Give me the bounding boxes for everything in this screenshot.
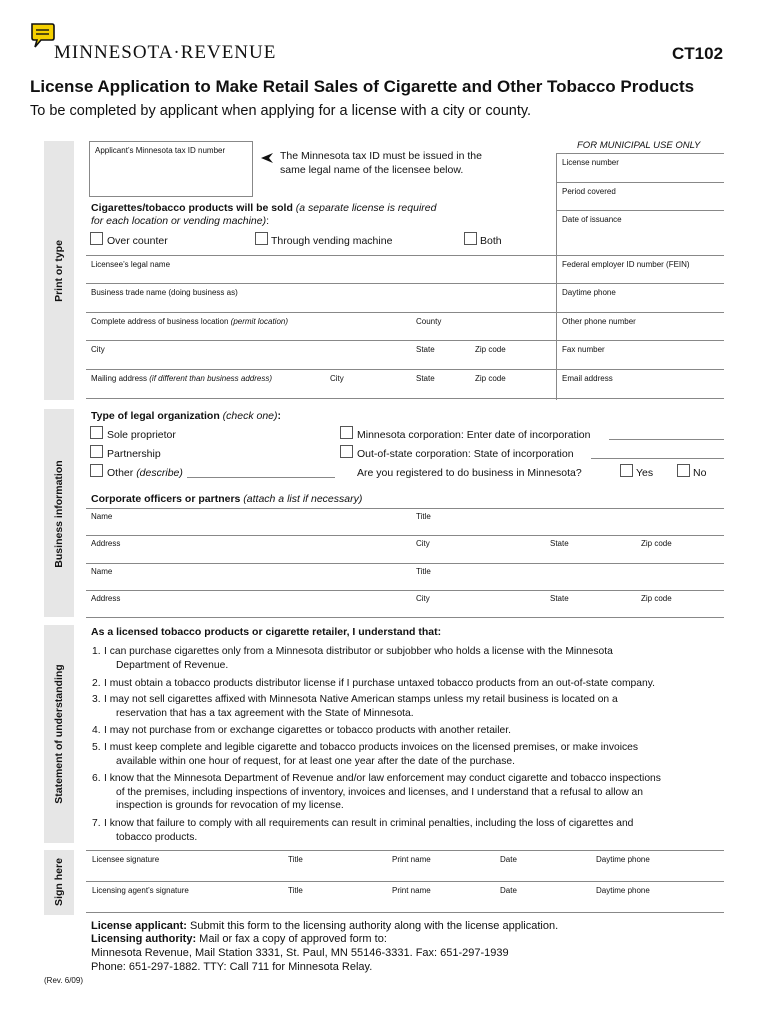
other-checkbox[interactable] <box>90 464 103 477</box>
officer-2-address-label: Address <box>91 594 121 603</box>
registered-no-label: No <box>693 467 707 479</box>
statement-item-line: I may not purchase from or exchange cigarettes or tobacco products with another retailer. <box>104 725 511 736</box>
statement-item-line: of the premises, including inspections of inventory, invoices and licenses, and I understand that a refusal to allow an <box>116 786 643 798</box>
oos-corp-label: Out-of-state corporation: State of incorporation <box>357 448 574 460</box>
sole-proprietor-checkbox[interactable] <box>90 426 103 439</box>
municipal-top-border <box>556 153 724 154</box>
statement-item-number: 7. <box>92 818 101 829</box>
mailing-state-label: State <box>416 374 435 383</box>
officer-1-zip-label: Zip code <box>641 539 672 548</box>
divider <box>86 563 724 564</box>
divider <box>86 255 724 256</box>
officer-1-title-label: Title <box>416 512 431 521</box>
divider <box>556 210 724 211</box>
partnership-checkbox[interactable] <box>90 445 103 458</box>
tax-id-note-2: same legal name of the licensee below. <box>280 164 464 176</box>
divider <box>86 881 724 882</box>
section-label-print: Print or type <box>53 240 65 302</box>
statement-item-number: 4. <box>92 725 101 736</box>
footer-address: Minnesota Revenue, Mail Station 3331, St. Paul, MN 55146-3331. Fax: 651-297-1939 <box>91 947 509 959</box>
officers-heading: Corporate officers or partners (attach a list if necessary) <box>91 493 363 505</box>
mn-corp-label: Minnesota corporation: Enter date of incorporation <box>357 429 591 441</box>
other-label: Other (describe) <box>107 467 183 479</box>
statement-item-line: I may not sell cigarettes affixed with Minnesota Native American stamps unless my retail business is located on a <box>104 694 618 705</box>
arrow-left-icon <box>260 152 274 164</box>
agent-date-label: Date <box>500 886 517 895</box>
officer-2-state-label: State <box>550 594 569 603</box>
mailing-address-label: Mailing address (if different than business address) <box>91 374 272 383</box>
registered-yes-checkbox[interactable] <box>620 464 633 477</box>
both-checkbox[interactable] <box>464 232 477 245</box>
divider <box>86 535 724 536</box>
statement-item-line: inspection is grounds for revocation of my license. <box>116 800 344 811</box>
period-covered-label: Period covered <box>562 187 616 196</box>
legal-name-label: Licensee’s legal name <box>91 260 171 269</box>
fein-label: Federal employer ID number (FEIN) <box>562 260 690 269</box>
statement-item-line: Department of Revenue. <box>116 659 229 671</box>
state-label: State <box>416 345 435 354</box>
tax-id-note-1: The Minnesota tax ID must be issued in the <box>280 150 482 162</box>
footer-phone: Phone: 651-297-1882. TTY: Call 711 for Minnesota Relay. <box>91 961 373 973</box>
agent-signature-label: Licensing agent’s signature <box>92 886 189 895</box>
statement-item-line: tobacco products. <box>116 831 198 843</box>
section-label-statement: Statement of understanding <box>53 664 65 804</box>
officer-2-title-label: Title <box>416 567 431 576</box>
page-subtitle: To be completed by applicant when applying for a license with a city or county. <box>30 103 532 119</box>
daytime-phone-label: Daytime phone <box>562 288 616 297</box>
agent-title-label: Title <box>288 886 303 895</box>
statement-item-line: I must keep complete and legible cigarette and tobacco products invoices on the licensed premises, or make invoices <box>104 742 639 753</box>
page-title: License Application to Make Retail Sales of Cigarette and Other Tobacco Products <box>30 77 695 96</box>
agent-print-name-label: Print name <box>392 886 431 895</box>
statement-item-line: I can purchase cigarettes only from a Minnesota distributor or subjobber who holds a license with the Minnesota <box>104 646 613 657</box>
sold-instruction: Cigarettes/tobacco products will be sold (a separate license is required <box>91 202 437 214</box>
fax-label: Fax number <box>562 345 605 354</box>
statement-item <box>92 645 732 672</box>
statement-item <box>92 817 732 844</box>
county-label: County <box>416 317 442 326</box>
statement-item-number: 6. <box>92 773 101 784</box>
licensee-title-label: Title <box>288 855 303 864</box>
officer-1-address-label: Address <box>91 539 121 548</box>
statement-item-number: 2. <box>92 678 101 689</box>
statement-item-line: I know that failure to comply with all requirements can result in criminal penalties, including the loss of cigarettes and <box>104 818 634 829</box>
statement-item-line: available within one hour of request, for at least one year after the date of the purchase. <box>116 755 515 767</box>
divider <box>86 398 724 399</box>
officer-1-name-label: Name <box>91 512 113 521</box>
officer-1-city-label: City <box>416 539 430 548</box>
other-phone-label: Other phone number <box>562 317 636 326</box>
section-label-sign: Sign here <box>53 858 65 906</box>
statement-item <box>92 677 732 691</box>
partnership-label: Partnership <box>107 448 161 460</box>
officer-2-name-label: Name <box>91 567 113 576</box>
statement-item-number: 3. <box>92 694 101 705</box>
statement-item <box>92 724 732 738</box>
licensee-signature-label: Licensee signature <box>92 855 160 864</box>
statement-item-line: I must obtain a tobacco products distributor license if I purchase untaxed tobacco products from an out-of-state company. <box>104 678 655 689</box>
registered-yes-label: Yes <box>636 467 654 479</box>
org-type-heading: Type of legal organization (check one): <box>91 410 282 422</box>
divider <box>86 912 724 913</box>
form-number: CT102 <box>672 44 724 63</box>
revision-label: (Rev. 6/09) <box>44 976 83 985</box>
agent-phone-label: Daytime phone <box>596 886 650 895</box>
logo-text: MINNESOTA·REVENUE <box>54 42 277 63</box>
mailing-zip-label: Zip code <box>475 374 506 383</box>
statement-item-line: I know that the Minnesota Department of Revenue and/or law enforcement may conduct cigarette and tobacco inspections <box>104 773 661 784</box>
over-counter-label: Over counter <box>107 235 168 247</box>
licensee-print-name-label: Print name <box>392 855 431 864</box>
officer-1-state-label: State <box>550 539 569 548</box>
mailing-city-label: City <box>330 374 344 383</box>
vending-machine-label: Through vending machine <box>271 235 393 247</box>
divider <box>556 182 724 183</box>
address-label: Complete address of business location (permit location) <box>91 317 289 326</box>
trade-name-label: Business trade name (doing business as) <box>91 288 238 297</box>
statement-item-number: 1. <box>92 646 101 657</box>
divider <box>86 508 724 509</box>
registered-question: Are you registered to do business in Minnesota? <box>357 467 582 479</box>
zip-label: Zip code <box>475 345 506 354</box>
statement-intro: As a licensed tobacco products or cigarette retailer, I understand that: <box>91 626 442 638</box>
tax-id-label: Applicant’s Minnesota tax ID number <box>95 146 226 155</box>
statement-item <box>92 772 732 813</box>
other-describe-field[interactable] <box>187 477 335 478</box>
divider <box>86 283 724 284</box>
sold-instruction-2: for each location or vending machine): <box>91 215 270 227</box>
vending-machine-checkbox[interactable] <box>255 232 268 245</box>
email-label: Email address <box>562 374 613 383</box>
speech-bubble-icon <box>30 22 56 52</box>
statement-item <box>92 693 732 720</box>
city-label: City <box>91 345 105 354</box>
officer-2-city-label: City <box>416 594 430 603</box>
statement-item-line: reservation that has a tax agreement with the State of Minnesota. <box>116 707 414 719</box>
mn-corp-checkbox[interactable] <box>340 426 353 439</box>
statement-item <box>92 741 732 768</box>
licensee-phone-label: Daytime phone <box>596 855 650 864</box>
oos-corp-checkbox[interactable] <box>340 445 353 458</box>
divider <box>86 340 724 341</box>
over-counter-checkbox[interactable] <box>90 232 103 245</box>
municipal-left-border <box>556 153 557 400</box>
divider <box>86 369 724 370</box>
municipal-heading: FOR MUNICIPAL USE ONLY <box>577 140 701 151</box>
date-issuance-label: Date of issuance <box>562 215 622 224</box>
license-number-label: License number <box>562 158 619 167</box>
officer-2-zip-label: Zip code <box>641 594 672 603</box>
footer-applicant: License applicant: Submit this form to the licensing authority along with the license application. <box>91 920 559 932</box>
divider <box>86 590 724 591</box>
sole-proprietor-label: Sole proprietor <box>107 429 176 441</box>
oos-corp-state-field[interactable] <box>591 458 724 459</box>
mn-corp-date-field[interactable] <box>609 439 724 440</box>
footer-authority: Licensing authority: Mail or fax a copy of approved form to: <box>91 933 387 945</box>
statement-item-number: 5. <box>92 742 101 753</box>
registered-no-checkbox[interactable] <box>677 464 690 477</box>
licensee-date-label: Date <box>500 855 517 864</box>
divider <box>86 312 724 313</box>
section-label-business: Business information <box>53 460 65 568</box>
divider <box>86 617 724 618</box>
divider <box>86 850 724 851</box>
both-label: Both <box>480 235 502 247</box>
